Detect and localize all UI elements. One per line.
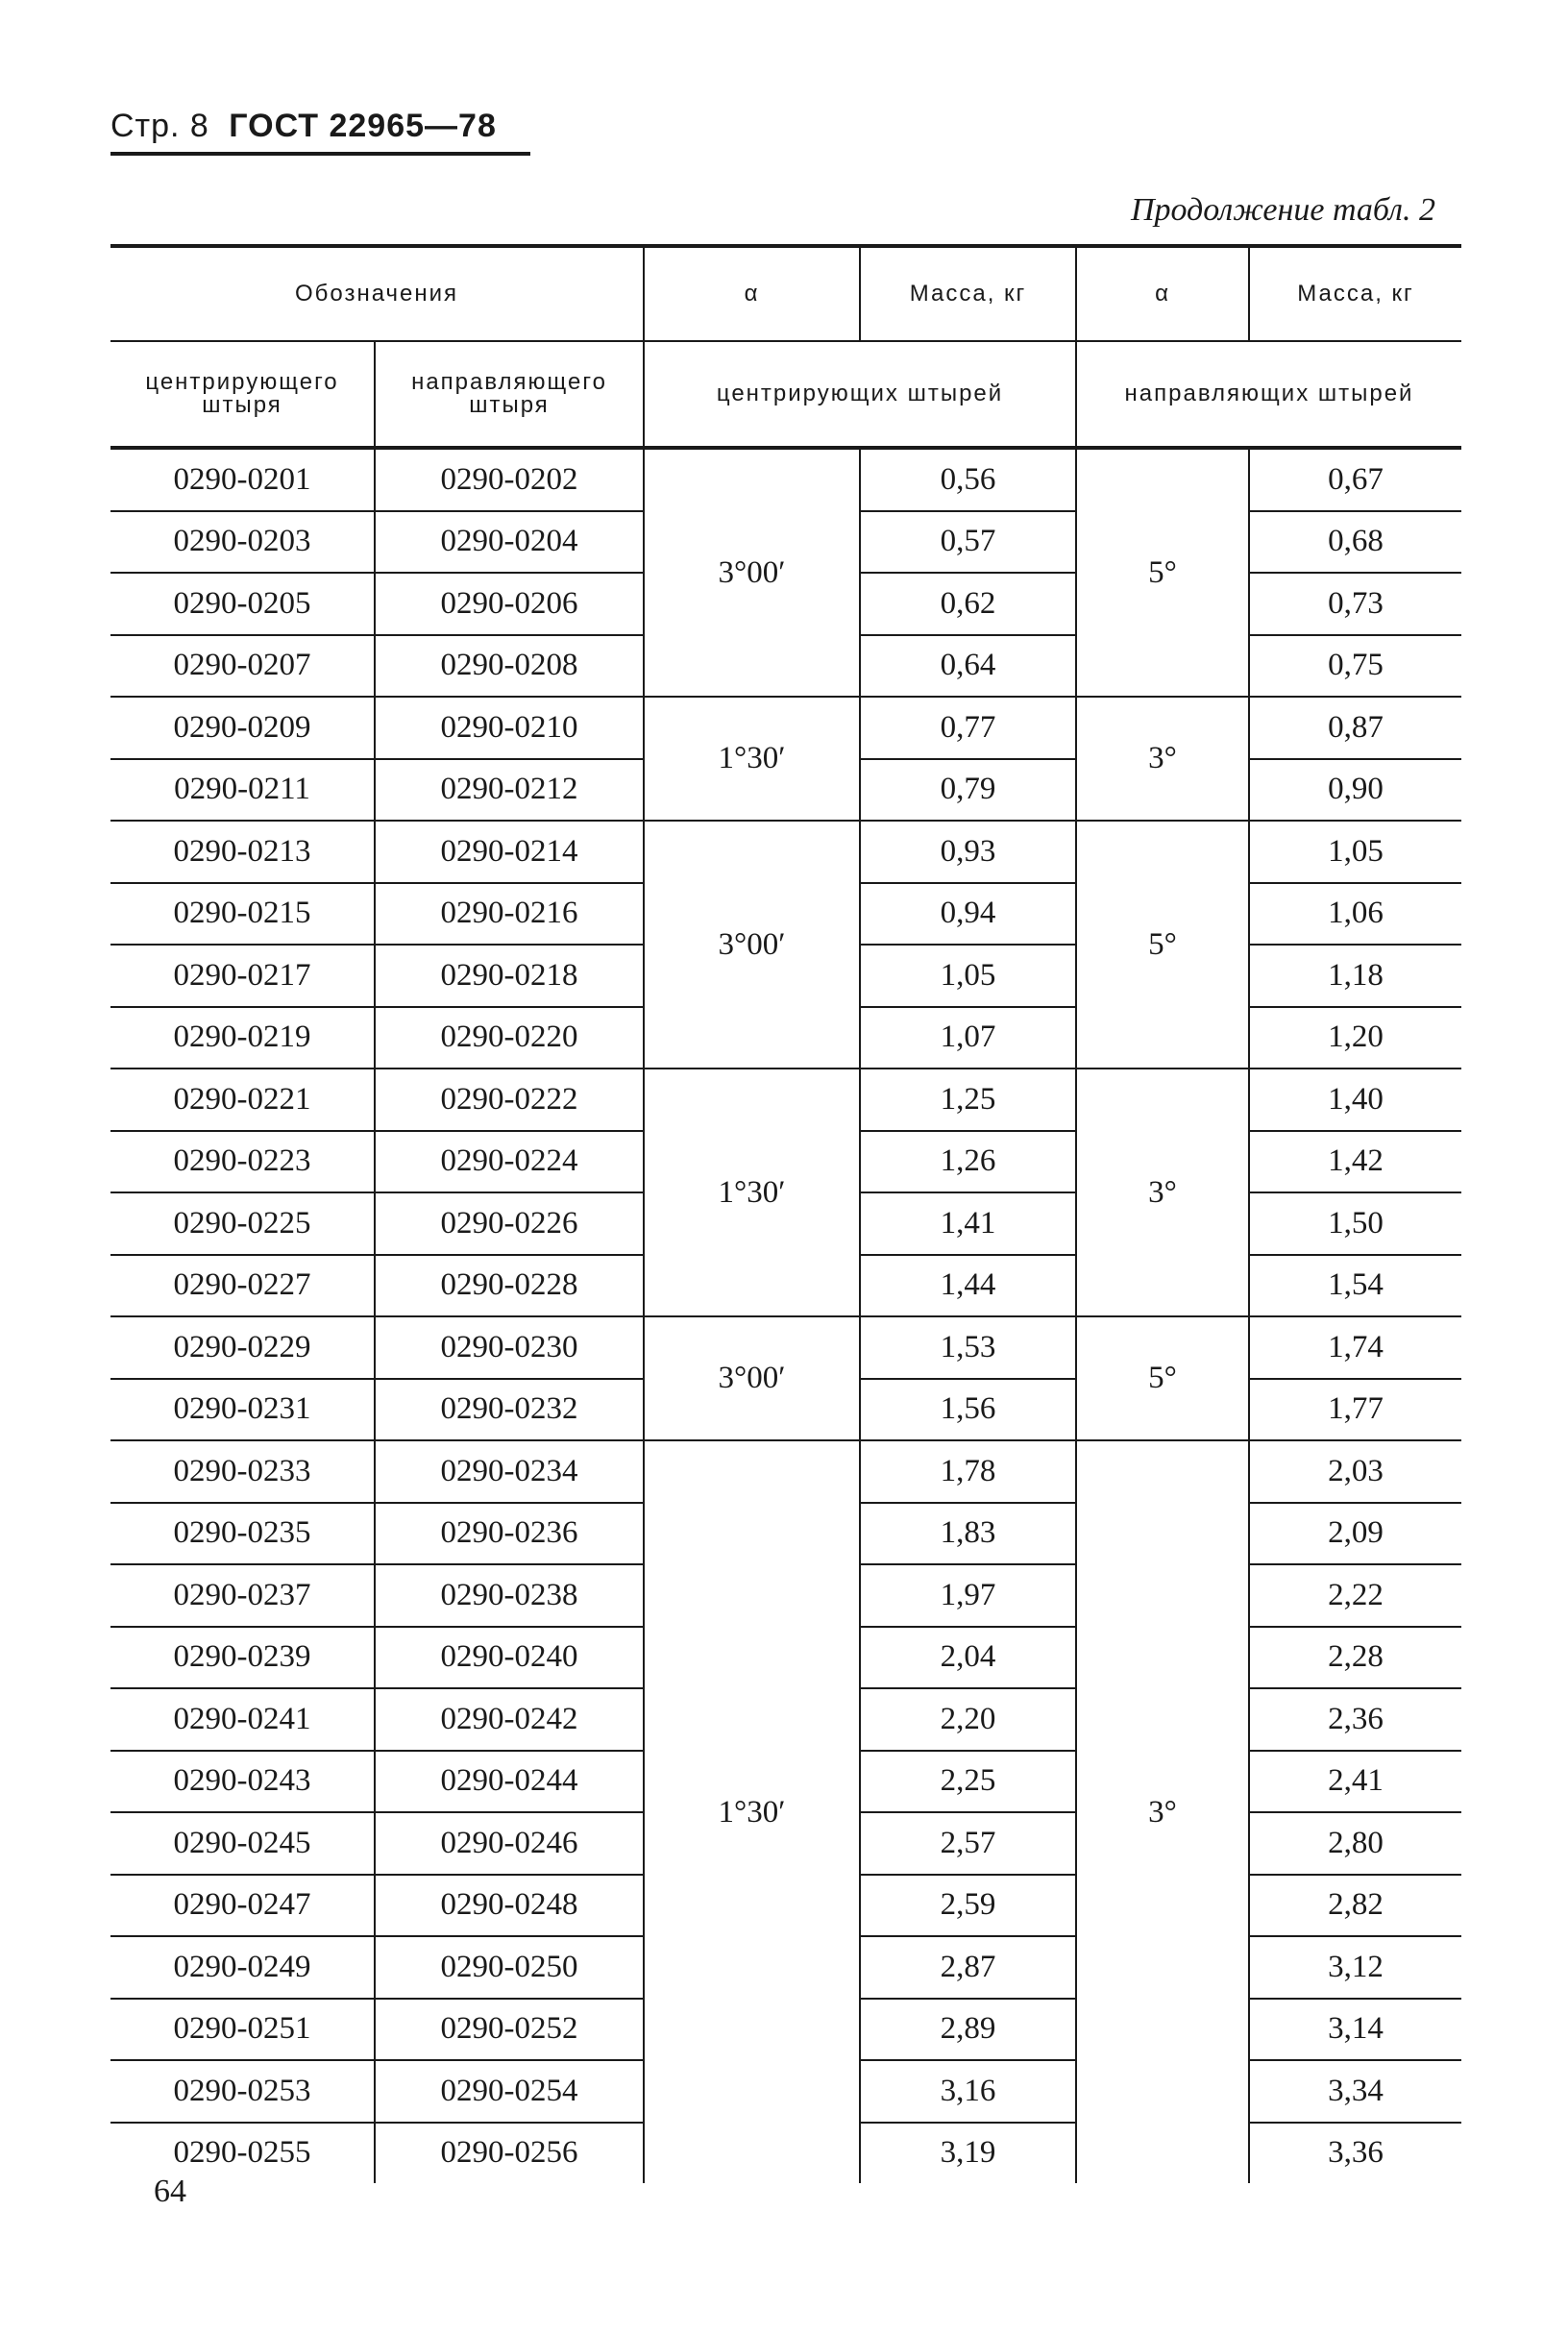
mass-guide-value: 1,74 (1249, 1316, 1461, 1379)
mass-guide-value: 3,14 (1249, 1999, 1461, 2061)
guide-pin-code: 0290-0236 (375, 1503, 644, 1565)
mass-guide-value: 0,68 (1249, 511, 1461, 574)
centering-pin-code: 0290-0209 (110, 697, 375, 759)
mass-centering-value: 1,41 (860, 1192, 1076, 1255)
alpha-guide-header: α (1076, 246, 1249, 341)
mass-guide-value: 0,90 (1249, 759, 1461, 822)
centering-pin-code: 0290-0219 (110, 1007, 375, 1069)
guide-pin-code: 0290-0238 (375, 1564, 644, 1627)
mass-centering-value: 0,77 (860, 697, 1076, 759)
mass-guide-value: 3,12 (1249, 1936, 1461, 1999)
centering-pin-code: 0290-0239 (110, 1627, 375, 1689)
guide-pin-code: 0290-0234 (375, 1440, 644, 1503)
mass-guide-value: 1,05 (1249, 821, 1461, 883)
header-row-2 (110, 341, 1461, 448)
centering-pin-code: 0290-0247 (110, 1875, 375, 1937)
guide-pin-header: направляющего штыря (375, 341, 644, 448)
centering-pin-code: 0290-0245 (110, 1812, 375, 1875)
guide-pin-code: 0290-0220 (375, 1007, 644, 1069)
mass-centering-value: 1,56 (860, 1379, 1076, 1441)
guide-pin-code: 0290-0226 (375, 1192, 644, 1255)
designations-header: Обозначения (110, 246, 644, 341)
mass-centering-value: 0,93 (860, 821, 1076, 883)
guide-pin-code: 0290-0222 (375, 1069, 644, 1131)
mass-guide-value: 2,82 (1249, 1875, 1461, 1937)
alpha-guide-value: 3° (1076, 697, 1249, 821)
centering-pin-code: 0290-0235 (110, 1503, 375, 1565)
mass-guide-value: 0,75 (1249, 635, 1461, 698)
mass-guide-value: 1,40 (1249, 1069, 1461, 1131)
page-number: 64 (154, 2174, 186, 2209)
mass-centering-value: 1,83 (860, 1503, 1076, 1565)
mass-centering-value: 2,57 (860, 1812, 1076, 1875)
guide-pin-code: 0290-0204 (375, 511, 644, 574)
table-row (110, 821, 1461, 883)
guide-pin-code: 0290-0242 (375, 1688, 644, 1751)
guide-pin-code: 0290-0246 (375, 1812, 644, 1875)
guide-pin-code: 0290-0250 (375, 1936, 644, 1999)
centering-pin-code: 0290-0241 (110, 1688, 375, 1751)
mass-centering-value: 1,26 (860, 1131, 1076, 1193)
centering-pin-code: 0290-0231 (110, 1379, 375, 1441)
mass-guide-value: 1,20 (1249, 1007, 1461, 1069)
mass-guide-value: 1,54 (1249, 1255, 1461, 1317)
centering-pin-code: 0290-0225 (110, 1192, 375, 1255)
mass-centering-value: 1,05 (860, 945, 1076, 1007)
guide-pin-code: 0290-0212 (375, 759, 644, 822)
alpha-guide-value: 3° (1076, 1069, 1249, 1316)
mass-guide-value: 0,87 (1249, 697, 1461, 759)
centering-pin-code: 0290-0205 (110, 573, 375, 635)
mass-guide-header: Масса, кг (1249, 246, 1461, 341)
mass-guide-value: 2,36 (1249, 1688, 1461, 1751)
centering-pin-code: 0290-0213 (110, 821, 375, 883)
header-row-1 (110, 246, 1461, 341)
mass-centering-header: Масса, кг (860, 246, 1076, 341)
centering-pin-code: 0290-0223 (110, 1131, 375, 1193)
mass-guide-value: 2,03 (1249, 1440, 1461, 1503)
mass-guide-value: 0,73 (1249, 573, 1461, 635)
page-header (110, 108, 497, 145)
alpha-centering-value: 3°00′ (644, 1316, 860, 1440)
guide-pin-code: 0290-0248 (375, 1875, 644, 1937)
centering-pin-code: 0290-0203 (110, 511, 375, 574)
mass-guide-value: 1,77 (1249, 1379, 1461, 1441)
page-label: Стр. 8 (110, 108, 209, 144)
alpha-guide-value: 5° (1076, 448, 1249, 697)
table-row (110, 448, 1461, 511)
mass-guide-value: 2,28 (1249, 1627, 1461, 1689)
mass-centering-value: 2,59 (860, 1875, 1076, 1937)
guide-pin-code: 0290-0214 (375, 821, 644, 883)
mass-centering-value: 2,20 (860, 1688, 1076, 1751)
guide-pin-code: 0290-0252 (375, 1999, 644, 2061)
centering-pin-code: 0290-0251 (110, 1999, 375, 2061)
mass-guide-value: 2,09 (1249, 1503, 1461, 1565)
mass-centering-value: 0,62 (860, 573, 1076, 635)
mass-centering-value: 3,16 (860, 2060, 1076, 2123)
mass-guide-value: 3,34 (1249, 2060, 1461, 2123)
mass-guide-value: 2,80 (1249, 1812, 1461, 1875)
pins-table (110, 244, 1461, 2183)
guide-pins-header: направляющих штырей (1076, 341, 1461, 448)
alpha-guide-value: 3° (1076, 1440, 1249, 2183)
alpha-centering-value: 3°00′ (644, 448, 860, 697)
alpha-guide-value: 5° (1076, 821, 1249, 1069)
mass-centering-value: 1,53 (860, 1316, 1076, 1379)
centering-pin-code: 0290-0215 (110, 883, 375, 946)
mass-guide-value: 1,50 (1249, 1192, 1461, 1255)
mass-centering-value: 0,56 (860, 448, 1076, 511)
table-row (110, 697, 1461, 759)
mass-centering-value: 2,04 (860, 1627, 1076, 1689)
centering-pin-code: 0290-0207 (110, 635, 375, 698)
standard-number: ГОСТ 22965—78 (229, 108, 497, 144)
centering-pin-code: 0290-0249 (110, 1936, 375, 1999)
mass-guide-value: 2,22 (1249, 1564, 1461, 1627)
mass-centering-value: 2,89 (860, 1999, 1076, 2061)
centering-pin-code: 0290-0227 (110, 1255, 375, 1317)
centering-pins-header: центрирующих штырей (644, 341, 1076, 448)
guide-pin-code: 0290-0202 (375, 448, 644, 511)
centering-pin-code: 0290-0201 (110, 448, 375, 511)
mass-centering-value: 1,97 (860, 1564, 1076, 1627)
alpha-centering-value: 1°30′ (644, 1069, 860, 1316)
guide-pin-code: 0290-0232 (375, 1379, 644, 1441)
table-row (110, 1440, 1461, 1503)
table-row (110, 1069, 1461, 1131)
centering-pin-header: центрирующего штыря (110, 341, 375, 448)
guide-pin-code: 0290-0228 (375, 1255, 644, 1317)
guide-pin-code: 0290-0240 (375, 1627, 644, 1689)
mass-centering-value: 1,78 (860, 1440, 1076, 1503)
table-body (110, 448, 1461, 2183)
centering-pin-code: 0290-0237 (110, 1564, 375, 1627)
mass-centering-value: 0,64 (860, 635, 1076, 698)
alpha-centering-value: 1°30′ (644, 1440, 860, 2183)
mass-centering-value: 0,57 (860, 511, 1076, 574)
alpha-centering-value: 1°30′ (644, 697, 860, 821)
centering-pin-code: 0290-0255 (110, 2123, 375, 2184)
centering-pin-code: 0290-0233 (110, 1440, 375, 1503)
guide-pin-code: 0290-0254 (375, 2060, 644, 2123)
mass-guide-value: 1,06 (1249, 883, 1461, 946)
mass-centering-value: 1,44 (860, 1255, 1076, 1317)
centering-pin-code: 0290-0229 (110, 1316, 375, 1379)
guide-pin-code: 0290-0224 (375, 1131, 644, 1193)
guide-pin-code: 0290-0244 (375, 1751, 644, 1813)
mass-guide-value: 1,18 (1249, 945, 1461, 1007)
alpha-centering-header: α (644, 246, 860, 341)
mass-centering-value: 0,94 (860, 883, 1076, 946)
centering-pin-code: 0290-0217 (110, 945, 375, 1007)
header-underline (110, 152, 530, 156)
mass-centering-value: 0,79 (860, 759, 1076, 822)
mass-guide-value: 0,67 (1249, 448, 1461, 511)
centering-pin-code: 0290-0221 (110, 1069, 375, 1131)
mass-centering-value: 2,87 (860, 1936, 1076, 1999)
guide-pin-code: 0290-0218 (375, 945, 644, 1007)
alpha-guide-value: 5° (1076, 1316, 1249, 1440)
mass-guide-value: 3,36 (1328, 2135, 1384, 2171)
centering-pin-code: 0290-0211 (110, 759, 375, 822)
guide-pin-code: 0290-0216 (375, 883, 644, 946)
guide-pin-code: 0290-0230 (375, 1316, 644, 1379)
mass-centering-value: 1,07 (860, 1007, 1076, 1069)
guide-pin-code: 0290-0256 (375, 2123, 644, 2184)
alpha-centering-value: 3°00′ (644, 821, 860, 1069)
mass-centering-value: 2,25 (860, 1751, 1076, 1813)
mass-guide-value: 2,41 (1249, 1751, 1461, 1813)
guide-pin-code: 0290-0208 (375, 635, 644, 698)
mass-centering-value: 3,19 (860, 2123, 1076, 2184)
guide-pin-code: 0290-0206 (375, 573, 644, 635)
guide-pin-code: 0290-0210 (375, 697, 644, 759)
centering-pin-code: 0290-0243 (110, 1751, 375, 1813)
table-continuation-caption: Продолжение табл. 2 (1130, 192, 1435, 228)
mass-centering-value: 1,25 (860, 1069, 1076, 1131)
table-row (110, 1316, 1461, 1379)
centering-pin-code: 0290-0253 (110, 2060, 375, 2123)
mass-guide-value: 1,42 (1249, 1131, 1461, 1193)
